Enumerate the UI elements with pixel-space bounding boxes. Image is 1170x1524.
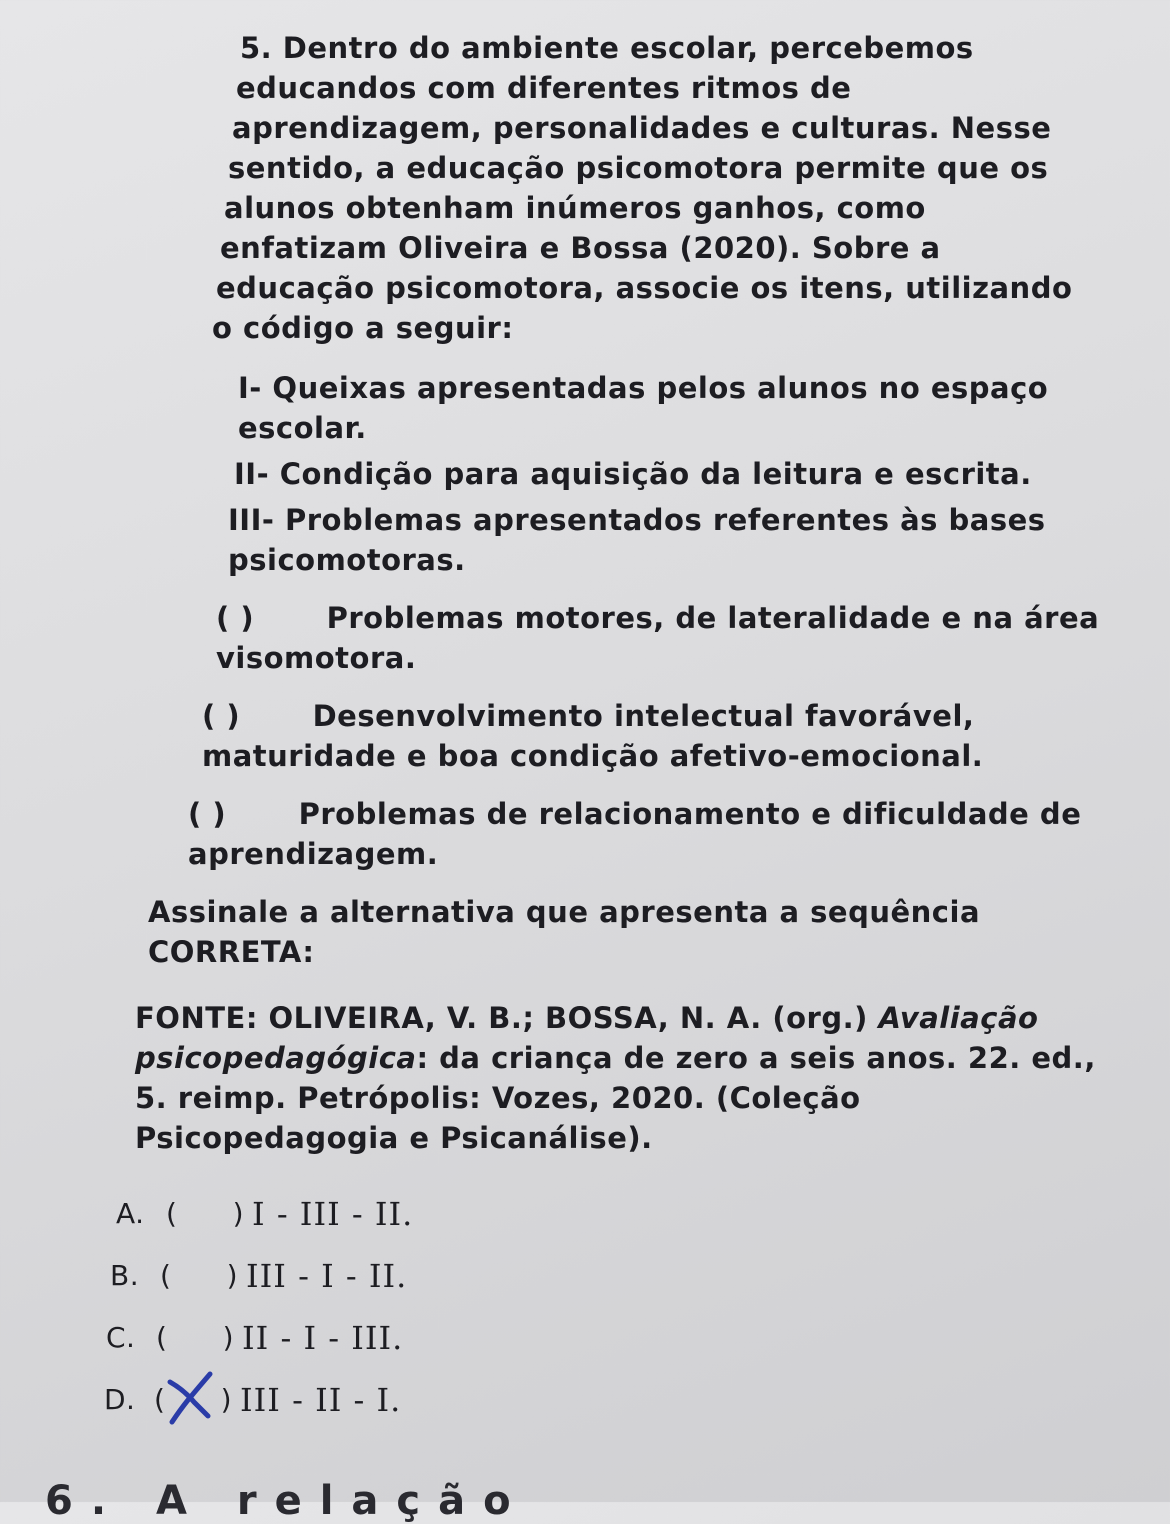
option-sequence: III - I - II. <box>246 1257 408 1295</box>
stem-line: o código a seguir: <box>212 311 514 345</box>
source-prefix: FONTE: OLIVEIRA, V. B.; BOSSA, N. A. (org.) <box>135 1001 868 1035</box>
option-sequence: I - III - II. <box>252 1195 414 1233</box>
source-rest: : da criança de zero a seis anos. 22. ed., 5. reimp. Petrópolis: Vozes, 2020. (Coleção Psicopedagogia e Psicanálise). <box>135 1041 1096 1155</box>
question-stem <box>30 28 1130 348</box>
answer-options <box>30 1184 1130 1430</box>
handwritten-x-mark-icon <box>160 1366 220 1426</box>
stem-line: educação psicomotora, associe os itens, utilizando <box>216 271 1073 305</box>
paren-close: ) <box>226 1259 238 1292</box>
association-list <box>30 598 1130 874</box>
association-text: Desenvolvimento intelectual favorável, maturidade e boa condição afetivo-emocional. <box>202 699 984 773</box>
paren-open: ( <box>166 1197 178 1230</box>
option-checkbox[interactable] <box>166 1194 244 1234</box>
source-title: Avaliação psicopedagógica <box>135 1001 1039 1075</box>
association-text: Problemas de relacionamento e dificuldade de aprendizagem. <box>188 797 1082 871</box>
stem-line: 5. Dentro do ambiente escolar, percebemos <box>240 31 974 65</box>
stem-line: alunos obtenham inúmeros ganhos, como <box>224 191 926 225</box>
paren-close: ) <box>232 1197 244 1230</box>
stem-line: educandos com diferentes ritmos de <box>236 71 852 105</box>
association-row <box>216 598 1130 678</box>
paren-open: ( <box>154 1383 166 1416</box>
paren-open: ( <box>156 1321 168 1354</box>
option-sequence: III - II - I. <box>240 1381 402 1419</box>
association-row <box>202 696 1130 776</box>
option-a[interactable] <box>116 1184 1130 1244</box>
option-d[interactable] <box>104 1370 1130 1430</box>
code-item-iii: III- Problemas apresentados referentes às bases psicomotoras. <box>228 503 1046 577</box>
association-blank[interactable]: ( ) <box>188 797 227 831</box>
code-item-ii: II- Condição para aquisição da leitura e escrita. <box>234 457 1032 491</box>
association-text: Problemas motores, de lateralidade e na área visomotora. <box>216 601 1100 675</box>
option-c[interactable] <box>106 1308 1130 1368</box>
stem-line: sentido, a educação psicomotora permite que os <box>228 151 1049 185</box>
paren-close: ) <box>222 1321 234 1354</box>
association-row <box>188 794 1130 874</box>
question-5 <box>30 28 1130 1430</box>
option-letter: C. <box>106 1321 136 1354</box>
source-citation <box>30 998 1130 1158</box>
stem-line: enfatizam Oliveira e Bossa (2020). Sobre a <box>220 231 941 265</box>
association-blank[interactable]: ( ) <box>216 601 255 635</box>
code-item-i: I- Queixas apresentadas pelos alunos no espaço escolar. <box>238 371 1049 445</box>
option-letter: D. <box>104 1383 136 1416</box>
instruction: Assinale a alternativa que apresenta a sequência CORRETA: <box>148 895 981 969</box>
option-b[interactable] <box>110 1246 1130 1306</box>
option-checkbox[interactable] <box>160 1256 238 1296</box>
option-sequence: II - I - III. <box>242 1319 404 1357</box>
stem-line: aprendizagem, personalidades e culturas. Nesse <box>232 111 1052 145</box>
paren-close: ) <box>220 1383 232 1416</box>
association-blank[interactable]: ( ) <box>202 699 241 733</box>
option-checkbox[interactable] <box>156 1318 234 1358</box>
paren-open: ( <box>160 1259 172 1292</box>
code-items <box>30 368 1130 580</box>
option-checkbox[interactable] <box>154 1380 232 1420</box>
next-question-fragment: 6. A relação <box>45 1478 529 1524</box>
option-letter: B. <box>110 1259 140 1292</box>
option-letter: A. <box>116 1197 145 1230</box>
